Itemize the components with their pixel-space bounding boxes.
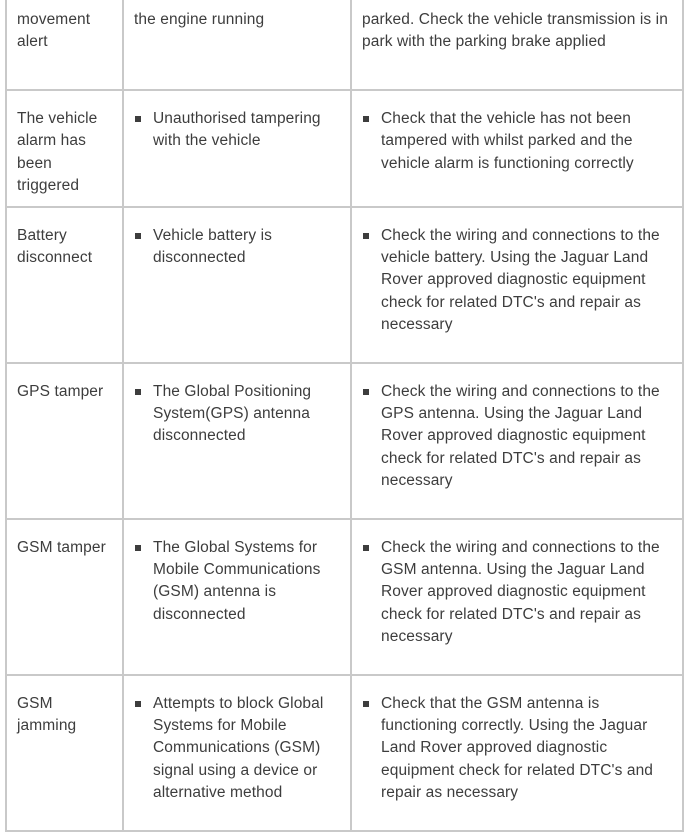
diagnostic-table-container <box>5 0 682 832</box>
table-row <box>6 363 683 519</box>
action-text: Check the wiring and connections to the GPS antenna. Using the Jaguar Land Rover approved diagnostic equipment check for related DTC's and repair as necessary <box>381 382 660 490</box>
action-text: Check that the vehicle has not been tampered with whilst parked and the vehicle alarm is functioning correctly <box>381 110 634 172</box>
bullet-icon <box>135 116 141 122</box>
cause-cell <box>123 207 351 363</box>
condition-line-1: movement <box>17 11 91 28</box>
condition-cell <box>6 519 123 675</box>
alert-diagnostic-table <box>5 0 684 832</box>
action-text: parked. Check the vehicle transmission is in park with the parking brake applied <box>362 11 668 51</box>
condition-cell <box>6 0 123 90</box>
action-cell <box>351 0 683 90</box>
condition-cell <box>6 363 123 519</box>
bullet-icon <box>363 701 369 707</box>
cause-text: The Global Systems for Mobile Communications (GSM) antenna is disconnected <box>153 538 321 623</box>
action-cell <box>351 675 683 831</box>
table-row <box>6 207 683 363</box>
cause-cell <box>123 519 351 675</box>
condition-line-2: alert <box>17 33 48 51</box>
condition-text: Battery disconnect <box>17 226 93 267</box>
condition-text: GSM jamming <box>17 694 77 735</box>
cause-text: the engine running <box>134 11 265 28</box>
action-cell <box>351 207 683 363</box>
bullet-icon <box>363 545 369 551</box>
condition-cell <box>6 207 123 363</box>
action-text: Check the wiring and connections to the vehicle battery. Using the Jaguar Land Rover approved diagnostic equipment check for related DTC's and repair as necessary <box>381 226 660 334</box>
bullet-icon <box>363 116 369 122</box>
cause-cell <box>123 90 351 207</box>
action-cell <box>351 363 683 519</box>
cause-text: Unauthorised tampering with the vehicle <box>153 110 321 150</box>
bullet-icon <box>135 233 141 239</box>
condition-cell <box>6 675 123 831</box>
table-row <box>6 0 683 90</box>
cause-text: Vehicle battery is disconnected <box>153 226 272 267</box>
action-text: Check that the GSM antenna is functioning correctly. Using the Jaguar Land Rover approved diagnostic equipment check for related DTC's and repair as necessary <box>381 694 654 802</box>
cause-text: The Global Positioning System(GPS) antenna disconnected <box>153 382 312 445</box>
table-row <box>6 90 683 207</box>
condition-text: The vehicle alarm has been triggered <box>17 110 98 195</box>
bullet-icon <box>363 233 369 239</box>
table-row <box>6 675 683 831</box>
condition-cell <box>6 90 123 207</box>
action-cell <box>351 519 683 675</box>
bullet-icon <box>135 701 141 707</box>
action-cell <box>351 90 683 207</box>
cause-cell <box>123 675 351 831</box>
table-row <box>6 519 683 675</box>
bullet-icon <box>135 545 141 551</box>
condition-text: GPS tamper <box>17 382 104 400</box>
cause-text: Attempts to block Global Systems for Mobile Communications (GSM) signal using a device or alternative method <box>153 694 324 802</box>
bullet-icon <box>363 389 369 395</box>
action-text: Check the wiring and connections to the GSM antenna. Using the Jaguar Land Rover approved diagnostic equipment check for related DTC's and repair as necessary <box>381 538 660 646</box>
bullet-icon <box>135 389 141 395</box>
condition-text: GSM tamper <box>17 538 106 556</box>
cause-cell <box>123 0 351 90</box>
cause-cell <box>123 363 351 519</box>
